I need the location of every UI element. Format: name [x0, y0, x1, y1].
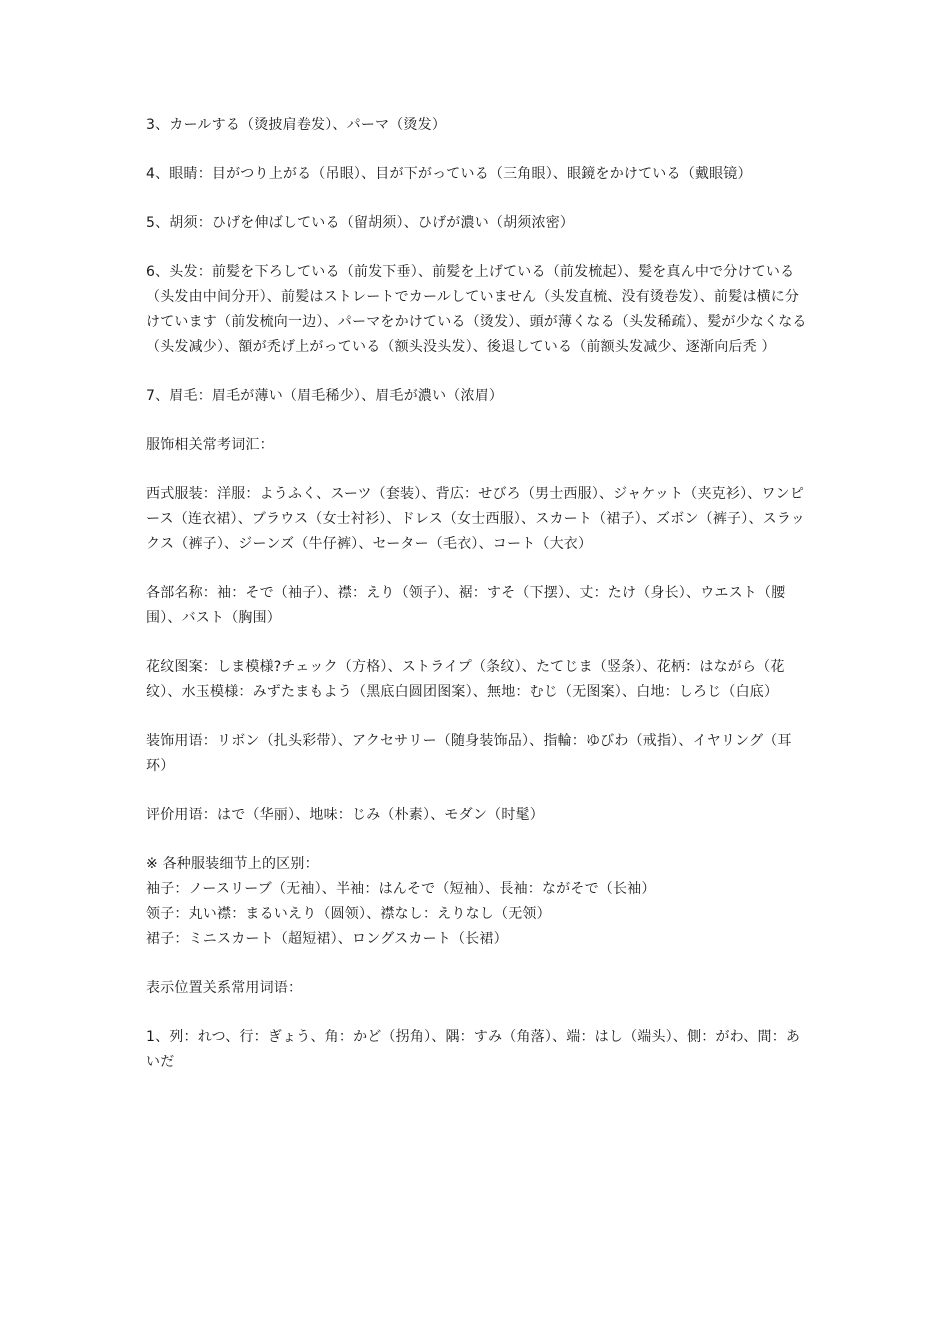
paragraph-part-names: 各部名称：袖：そで（袖子）、襟：えり（领子）、裾：すそ（下摆）、丈：たけ（身长）、ウエスト（腰围）、バスト（胸围） [146, 585, 786, 626]
paragraph-position-1: 1、列：れつ、行：ぎょう、角：かど（拐角）、隅：すみ（角落）、端：はし（端头）、側：がわ、間：あいだ [146, 1029, 801, 1070]
paragraph-accessories: 装饰用语：リボン（扎头彩带）、アクセサリー（随身装饰品）、指輪：ゆびわ（戒指）、イヤリング（耳环） [146, 733, 792, 774]
paragraph-eyebrows: 7、眉毛：眉毛が薄い（眉毛稀少）、眉毛が濃い（浓眉） [146, 388, 504, 404]
clothing-details-collar: 领子：丸い襟：まるいえり（圆领）、襟なし：えりなし（无领） [146, 906, 551, 922]
paragraph-hair: 6、头发：前髪を下ろしている（前发下垂）、前髪を上げている（前发梳起）、髪を真ん中で分けている（头发由中间分开）、前髪はストレートでカールしていません（头发直梳、没有烫卷发）、前髪は横に分けています（前发梳向一边）、パーマをかけている（烫发）、頭が薄くなる（头发稀疏）、髪が少なくなる（头发减少）、額が禿げ上がっている（额头没头发）、後退している（前额头发减少、逐渐向后秃 ） [146, 264, 807, 355]
clothing-details-sleeves: 袖子：ノースリーブ（无袖）、半袖：はんそで（短袖）、長袖：ながそで（长袖） [146, 881, 656, 897]
paragraph-beard: 5、胡须：ひげを伸ばしている（留胡须）、ひげが濃い（胡须浓密） [146, 215, 575, 231]
paragraph-eyes: 4、眼睛：目がつり上がる（吊眼）、目が下がっている（三角眼）、眼鏡をかけている（戴眼镜） [146, 166, 752, 182]
clothing-details-heading: ※ 各种服装细节上的区别： [146, 856, 319, 872]
paragraph-patterns: 花纹图案：しま模様?チェック（方格）、ストライプ（条纹）、たてじま（竖条）、花柄：はながら（花纹）、水玉模様：みずたまもよう（黑底白圆团图案）、無地：むじ（无图案）、白地：しろじ（白底） [146, 659, 785, 700]
heading-position-words: 表示位置关系常用词语： [146, 980, 303, 996]
clothing-details-skirt: 裙子：ミニスカート（超短裙）、ロングスカート（长裙） [146, 931, 508, 947]
heading-clothing-vocab: 服饰相关常考词汇： [146, 437, 274, 453]
paragraph-evaluation: 评价用语：はで（华丽）、地味：じみ（朴素）、モダン（时髦） [146, 807, 544, 823]
paragraph-western-clothes: 西式服装：洋服：ようふく、スーツ（套装）、背広：せびろ（男士西服）、ジャケット（夹克衫）、ワンピース（连衣裙）、ブラウス（女士衬衫）、ドレス（女士西服）、スカート（裙子）、ズボン（裤子）、スラックス（裤子）、ジーンズ（牛仔裤）、セーター（毛衣）、コート（大衣） [146, 486, 805, 552]
clothing-details-group [146, 852, 808, 952]
paragraph-curl: 3、カールする（烫披肩卷发）、パーマ（烫发） [146, 117, 447, 133]
